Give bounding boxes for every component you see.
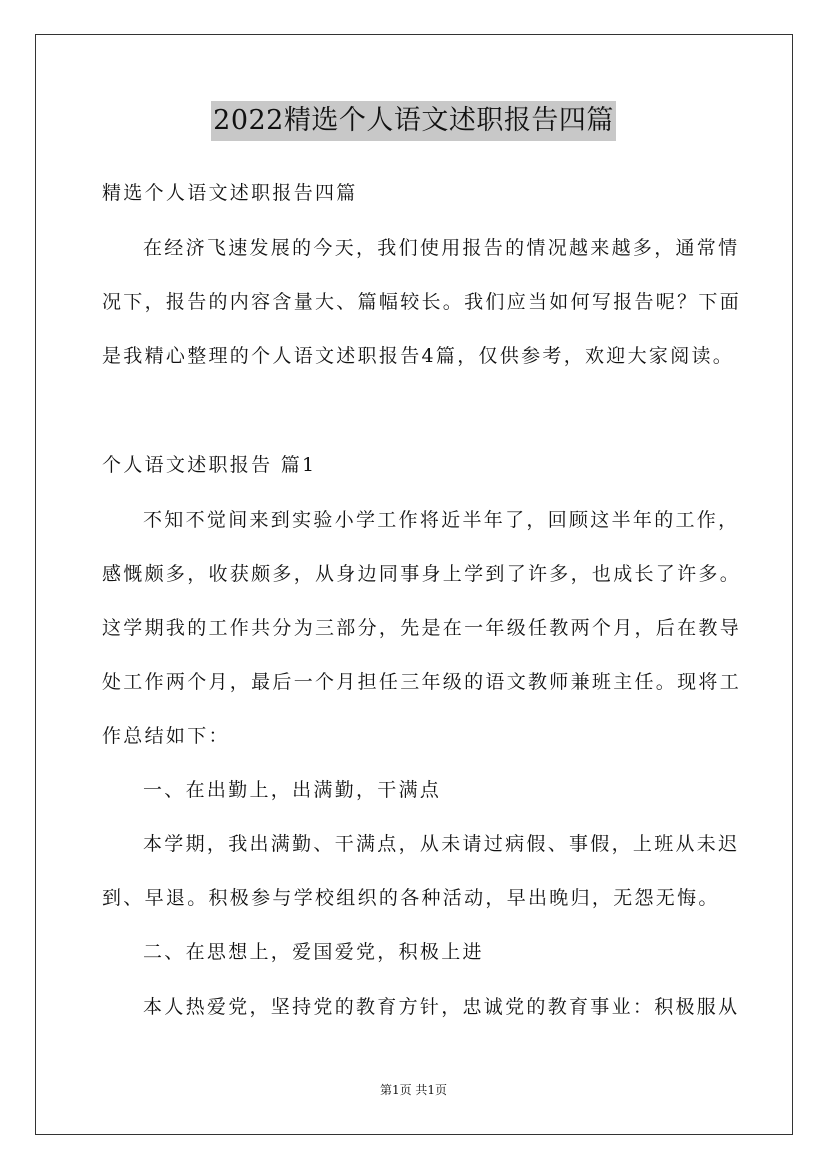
paragraph-line: 本人热爱党，坚持党的教育方针，忠诚党的教育事业：积极服从 bbox=[143, 996, 740, 1018]
document-subtitle: 精选个人语文述职报告四篇 bbox=[102, 182, 358, 204]
section-heading: 个人语文述职报告 篇1 bbox=[102, 454, 317, 476]
paragraph-line: 作总结如下： bbox=[102, 725, 230, 747]
page-footer: 第1页 共1页 bbox=[379, 1083, 448, 1097]
paragraph-line: 这学期我的工作共分为三部分，先是在一年级任教两个月，后在教导 bbox=[102, 617, 742, 639]
paragraph-line: 不知不觉间来到实验小学工作将近半年了，回顾这半年的工作， bbox=[143, 509, 740, 531]
intro-line: 是我精心整理的个人语文述职报告4篇，仅供参考，欢迎大家阅读。 bbox=[102, 345, 735, 367]
subheading: 二、在思想上，爱国爱党，积极上进 bbox=[143, 941, 484, 963]
intro-line: 在经济飞速发展的今天，我们使用报告的情况越来越多，通常情 bbox=[143, 237, 740, 259]
paragraph-line: 到、早退。积极参与学校组织的各种活动，早出晚归，无怨无悔。 bbox=[102, 887, 720, 909]
paragraph-line: 处工作两个月，最后一个月担任三年级的语文教师兼班主任。现将工 bbox=[102, 671, 742, 693]
subheading: 一、在出勤上，出满勤，干满点 bbox=[143, 779, 442, 801]
document-title: 2022精选个人语文述职报告四篇 bbox=[211, 101, 616, 141]
title-container bbox=[0, 101, 827, 141]
paragraph-line: 感慨颇多，收获颇多，从身边同事身上学到了许多，也成长了许多。 bbox=[102, 563, 742, 585]
paragraph-line: 本学期，我出满勤、干满点，从未请过病假、事假，上班从未迟 bbox=[143, 833, 740, 855]
intro-line: 况下，报告的内容含量大、篇幅较长。我们应当如何写报告呢？下面 bbox=[102, 291, 742, 313]
